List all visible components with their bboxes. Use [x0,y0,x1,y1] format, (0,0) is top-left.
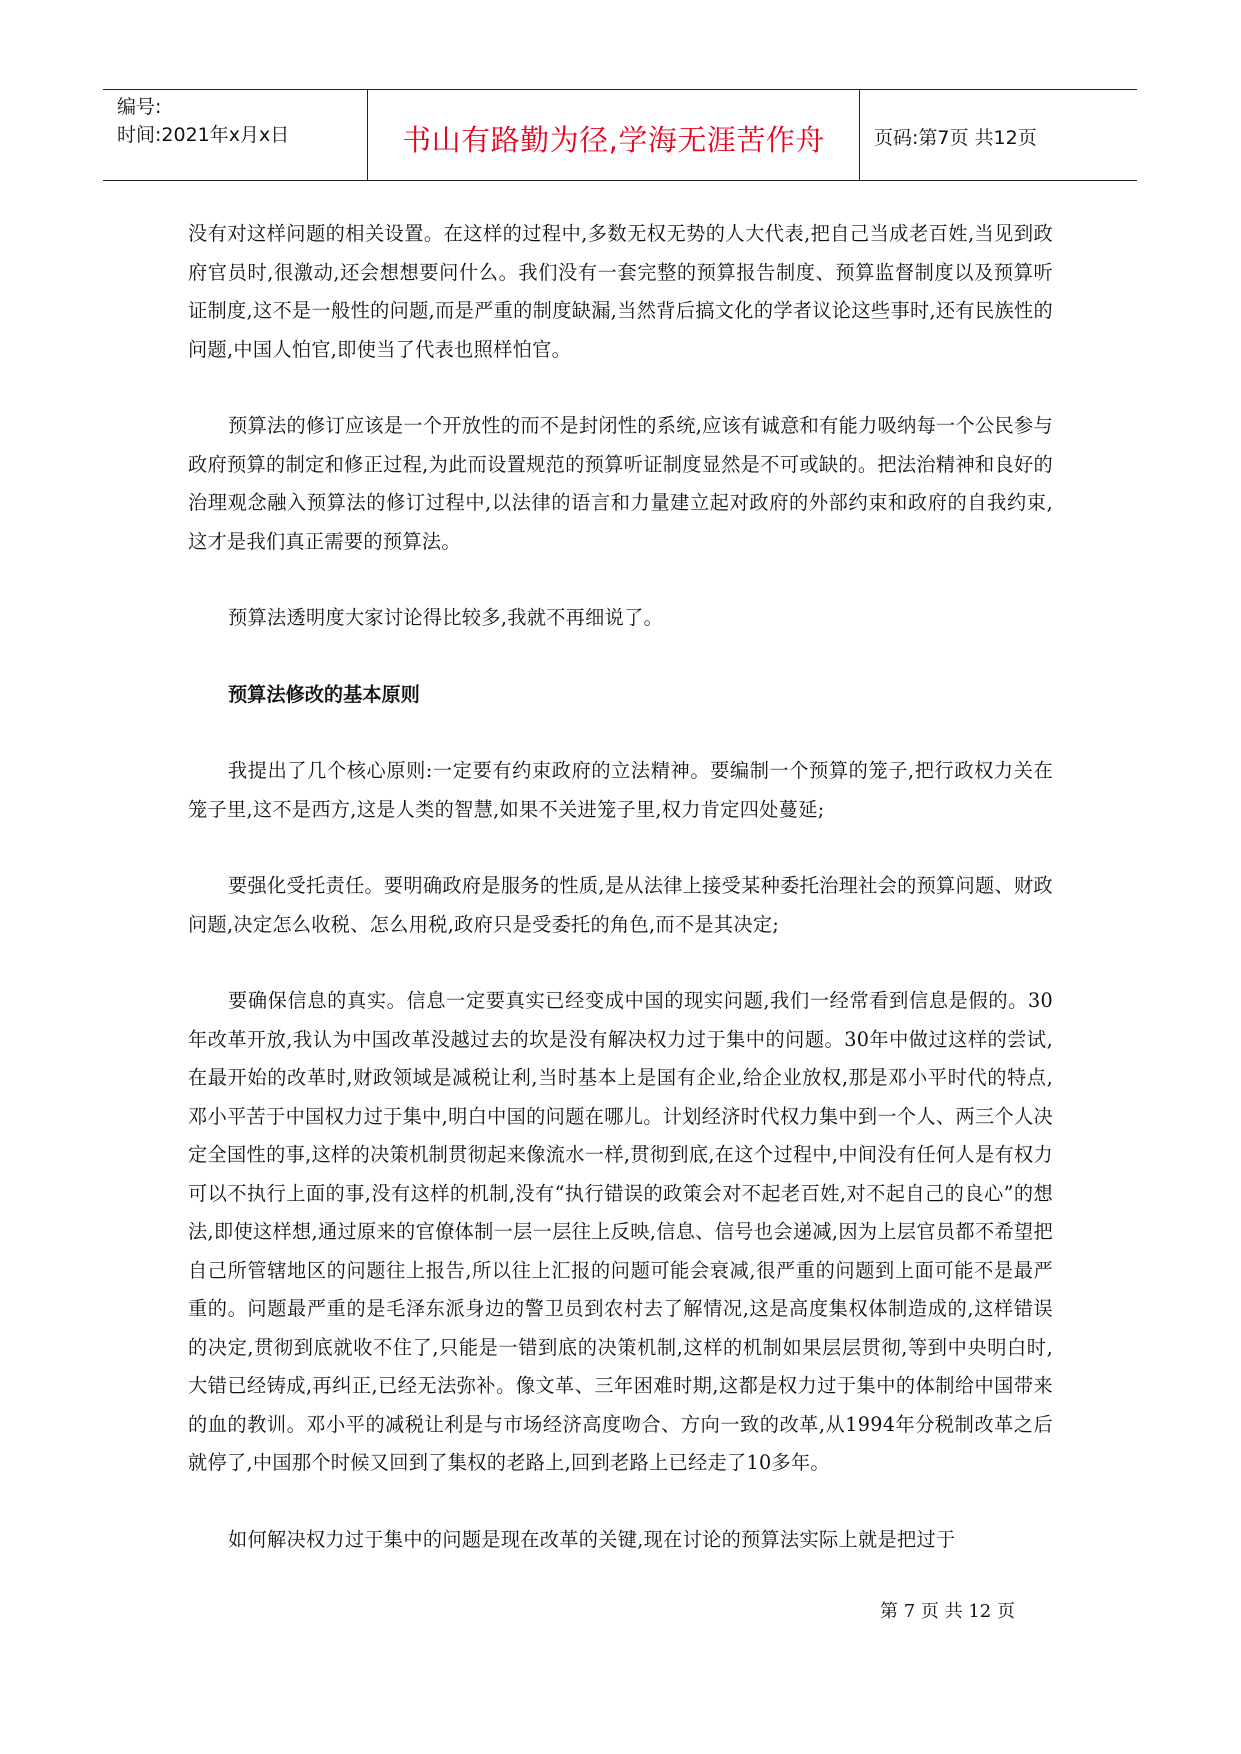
document-time-label: 时间:2021年x月x日 [117,124,290,146]
paragraph: 预算法透明度大家讨论得比较多,我就不再细说了。 [228,606,664,629]
paragraph: 要强化受托责任。要明确政府是服务的性质,是从法律上接受某种委托治理社会的预算问题、财政问题,决定怎么收税、怎么用税,政府只是受委托的角色,而不是其决定; [188,874,1053,936]
paragraph: 要确保信息的真实。信息一定要真实已经变成中国的现实问题,我们一经常看到信息是假的。30年改革开放,我认为中国改革没越过去的坎是没有解决权力过于集中的问题。30年中做过这样的尝试,在最开始的改革时,财政领域是减税让利,当时基本上是国有企业,给企业放权,那是邓小平时代的特点,邓小平苦于中国权力过于集中,明白中国的问题在哪儿。计划经济时代权力集中到一个人、两三个人决定全国性的事,这样的决策机制贯彻起来像流水一样,贯彻到底,在这个过程中,中间没有任何人是有权力可以不执行上面的事,没有这样的机制,没有“执行错误的政策会对不起老百姓,对不起自己的良心”的想法,即使这样想,通过原来的官僚体制一层一层往上反映,信息、信号也会递减,因为上层官员都不希望把自己所管辖地区的问题往上报告,所以往上汇报的问题可能会衰减,很严重的问题到上面可能不是最严重的。问题最严重的是毛泽东派身边的警卫员到农村去了解情况,这是高度集权体制造成的,这样错误的决定,贯彻到底就收不住了,只能是一错到底的决策机制,这样的机制如果层层贯彻,等到中央明白时,大错已经铸成,再纠正,已经无法弥补。像文革、三年困难时期,这都是权力过于集中的体制给中国带来的血的教训。邓小平的减税让利是与市场经济高度吻合、方向一致的改革,从1994年分税制改革之后就停了,中国那个时候又回到了集权的老路上,回到老路上已经走了10多年。 [188,989,1053,1474]
header-meta-cell [103,90,367,180]
header-page-cell [860,90,1137,180]
paragraph: 没有对这样问题的相关设置。在这样的过程中,多数无权无势的人大代表,把自己当成老百姓,当见到政府官员时,很激动,还会想想要问什么。我们没有一套完整的预算报告制度、预算监督制度以及预算听证制度,这不是一般性的问题,而是严重的制度缺漏,当然背后搞文化的学者议论这些事时,还有民族性的问题,中国人怕官,即使当了代表也照样怕官。 [188,222,1053,361]
page-header [103,89,1137,181]
paragraph: 我提出了几个核心原则:一定要有约束政府的立法精神。要编制一个预算的笼子,把行政权力关在笼子里,这不是西方,这是人类的智慧,如果不关进笼子里,权力肯定四处蔓延; [188,759,1053,821]
page-footer: 第 7 页 共 12 页 [880,1601,1015,1622]
body-content [188,215,1053,1559]
header-motto-cell [367,90,860,180]
paragraph: 如何解决权力过于集中的问题是现在改革的关键,现在讨论的预算法实际上就是把过于 [228,1527,956,1551]
section-heading: 预算法修改的基本原则 [228,682,420,706]
header-page-info: 页码:第7页 共12页 [874,127,1037,149]
document-code-label: 编号: [117,96,162,118]
paragraph: 预算法的修订应该是一个开放性的而不是封闭性的系统,应该有诚意和有能力吸纳每一个公民参与政府预算的制定和修正过程,为此而设置规范的预算听证制度显然是不可或缺的。把法治精神和良好的治理观念融入预算法的修订过程中,以法律的语言和力量建立起对政府的外部约束和政府的自我约束,这才是我们真正需要的预算法。 [188,414,1053,553]
header-motto: 书山有路勤为径,学海无涯苦作舟 [402,123,825,157]
